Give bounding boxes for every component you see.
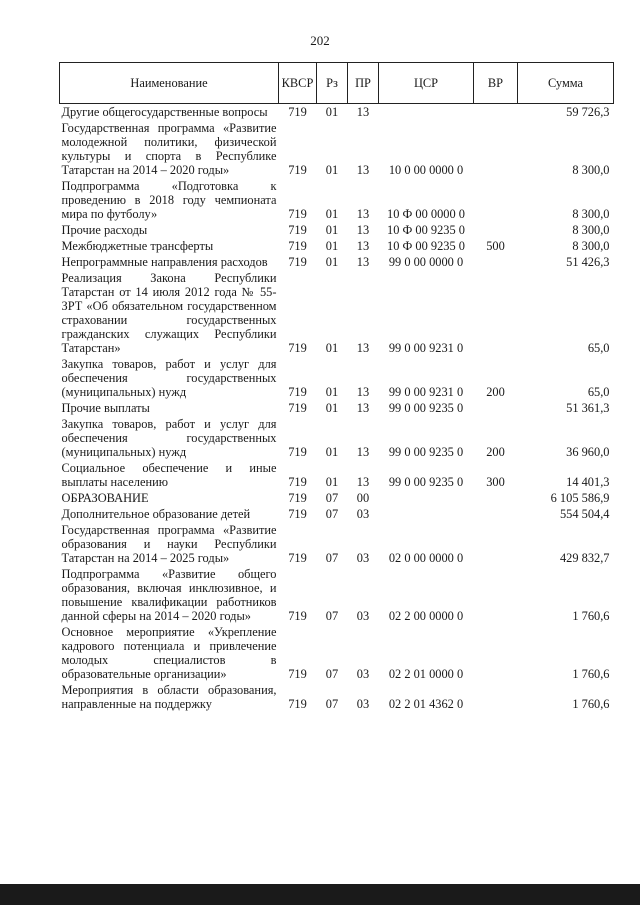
row-vr: 500 bbox=[486, 239, 505, 253]
row-rz: 01 bbox=[325, 475, 339, 489]
row-vr bbox=[474, 400, 518, 416]
row-name: ОБРАЗОВАНИЕ bbox=[61, 491, 149, 505]
row-csr: 99 0 00 9231 0 bbox=[388, 385, 464, 399]
row-name: Другие общегосударственные вопросы bbox=[61, 105, 268, 119]
table-row bbox=[60, 178, 614, 222]
row-vr bbox=[474, 522, 518, 566]
row-kvsr: 719 bbox=[288, 697, 307, 711]
row-pr: 13 bbox=[356, 475, 370, 489]
row-kvsr: 719 bbox=[288, 105, 307, 119]
row-sum: 6 105 586,9 bbox=[550, 491, 610, 505]
row-rz: 01 bbox=[325, 207, 339, 221]
row-rz: 07 bbox=[325, 551, 339, 565]
row-csr: 99 0 00 9231 0 bbox=[388, 341, 464, 355]
budget-table bbox=[59, 62, 614, 712]
table-row bbox=[60, 682, 614, 712]
row-kvsr: 719 bbox=[288, 255, 307, 269]
row-kvsr: 719 bbox=[288, 163, 307, 177]
row-name: Социальное обеспечение и иные выплаты населению bbox=[61, 461, 277, 489]
row-csr: 02 2 01 4362 0 bbox=[388, 697, 464, 711]
row-sum: 1 760,6 bbox=[572, 667, 610, 681]
table-row bbox=[60, 104, 614, 121]
row-pr: 13 bbox=[356, 105, 370, 119]
row-name: Мероприятия в области образования, направленные на поддержку bbox=[61, 683, 277, 711]
table-row bbox=[60, 566, 614, 624]
row-name: Основное мероприятие «Укрепление кадрового потенциала и привлечение молодых специалистов в образовательные организации» bbox=[61, 625, 277, 681]
row-sum: 65,0 bbox=[587, 385, 610, 399]
row-csr: 02 2 01 0000 0 bbox=[388, 667, 464, 681]
row-csr: 10 Ф 00 9235 0 bbox=[387, 239, 465, 253]
table-row bbox=[60, 356, 614, 400]
row-kvsr: 719 bbox=[288, 223, 307, 237]
row-pr: 13 bbox=[356, 255, 370, 269]
row-name: Межбюджетные трансферты bbox=[61, 239, 214, 253]
row-kvsr: 719 bbox=[288, 507, 307, 521]
row-vr: 200 bbox=[486, 385, 505, 399]
row-name: Непрограммные направления расходов bbox=[61, 255, 268, 269]
table-row bbox=[60, 270, 614, 356]
row-sum: 8 300,0 bbox=[572, 207, 610, 221]
row-name: Дополнительное образование детей bbox=[61, 507, 251, 521]
row-sum: 429 832,7 bbox=[559, 551, 610, 565]
row-name: Подпрограмма «Развитие общего образования, включая инклюзивное, и повышение квалификации работников данной сферы на 2014 – 2020 годы» bbox=[61, 567, 277, 623]
row-pr: 13 bbox=[356, 223, 370, 237]
row-pr: 03 bbox=[356, 507, 370, 521]
row-sum: 65,0 bbox=[587, 341, 610, 355]
row-rz: 01 bbox=[325, 401, 339, 415]
row-kvsr: 719 bbox=[288, 551, 307, 565]
row-rz: 07 bbox=[325, 667, 339, 681]
row-sum: 8 300,0 bbox=[572, 163, 610, 177]
row-pr: 03 bbox=[356, 667, 370, 681]
scan-bottom-border bbox=[0, 884, 640, 905]
row-rz: 01 bbox=[325, 239, 339, 253]
row-csr bbox=[379, 490, 474, 506]
row-kvsr: 719 bbox=[288, 385, 307, 399]
row-rz: 07 bbox=[325, 697, 339, 711]
row-sum: 8 300,0 bbox=[572, 239, 610, 253]
row-csr bbox=[379, 506, 474, 522]
table-row bbox=[60, 522, 614, 566]
page-number: 202 bbox=[310, 33, 330, 48]
table-row bbox=[60, 238, 614, 254]
row-csr: 99 0 00 9235 0 bbox=[388, 475, 464, 489]
row-kvsr: 719 bbox=[288, 609, 307, 623]
row-pr: 13 bbox=[356, 401, 370, 415]
row-pr: 03 bbox=[356, 609, 370, 623]
row-vr: 200 bbox=[486, 445, 505, 459]
row-rz: 01 bbox=[325, 255, 339, 269]
row-pr: 13 bbox=[356, 341, 370, 355]
row-csr: 99 0 00 9235 0 bbox=[388, 401, 464, 415]
row-csr: 02 0 00 0000 0 bbox=[388, 551, 464, 565]
row-name: Закупка товаров, работ и услуг для обеспечения государственных (муниципальных) нужд bbox=[61, 417, 277, 459]
row-vr bbox=[474, 624, 518, 682]
row-pr: 13 bbox=[356, 445, 370, 459]
row-sum: 1 760,6 bbox=[572, 609, 610, 623]
row-name: Подпрограмма «Подготовка к проведению в 2018 году чемпионата мира по футболу» bbox=[61, 179, 277, 221]
row-rz: 07 bbox=[325, 491, 339, 505]
table-row bbox=[60, 460, 614, 490]
row-name: Реализация Закона Республики Татарстан от 14 июля 2012 года № 55-ЗРТ «Об обязательном государственном страховании государственных гражданских служащих Республики Татарстан» bbox=[61, 271, 277, 355]
row-pr: 00 bbox=[356, 491, 370, 505]
row-pr: 13 bbox=[356, 239, 370, 253]
row-vr bbox=[474, 120, 518, 178]
col-header-name: Наименование bbox=[60, 63, 279, 104]
row-csr bbox=[379, 104, 474, 121]
row-kvsr: 719 bbox=[288, 401, 307, 415]
row-sum: 1 760,6 bbox=[572, 697, 610, 711]
col-header-sum: Сумма bbox=[518, 63, 614, 104]
row-vr bbox=[474, 682, 518, 712]
row-sum: 59 726,3 bbox=[566, 105, 610, 119]
row-vr: 300 bbox=[486, 475, 505, 489]
row-sum: 36 960,0 bbox=[566, 445, 610, 459]
row-vr bbox=[474, 490, 518, 506]
row-rz: 01 bbox=[325, 223, 339, 237]
row-rz: 01 bbox=[325, 105, 339, 119]
row-csr: 10 0 00 0000 0 bbox=[388, 163, 464, 177]
table-row bbox=[60, 120, 614, 178]
row-pr: 13 bbox=[356, 385, 370, 399]
row-kvsr: 719 bbox=[288, 445, 307, 459]
row-csr: 99 0 00 9235 0 bbox=[388, 445, 464, 459]
col-header-kvsr: КВСР bbox=[279, 63, 317, 104]
row-vr bbox=[474, 104, 518, 121]
table-row bbox=[60, 490, 614, 506]
col-header-rz: Рз bbox=[317, 63, 348, 104]
table-header-row bbox=[60, 63, 614, 104]
row-name: Закупка товаров, работ и услуг для обеспечения государственных (муниципальных) нужд bbox=[61, 357, 277, 399]
row-pr: 03 bbox=[356, 551, 370, 565]
row-csr: 99 0 00 0000 0 bbox=[388, 255, 464, 269]
table-row bbox=[60, 254, 614, 270]
row-name: Государственная программа «Развитие образования и науки Республики Татарстан на 2014 – 2025 годы» bbox=[61, 523, 277, 565]
row-kvsr: 719 bbox=[288, 491, 307, 505]
row-rz: 01 bbox=[325, 341, 339, 355]
row-rz: 01 bbox=[325, 445, 339, 459]
row-rz: 07 bbox=[325, 609, 339, 623]
table-row bbox=[60, 624, 614, 682]
row-sum: 14 401,3 bbox=[566, 475, 610, 489]
row-sum: 51 426,3 bbox=[566, 255, 610, 269]
row-name: Прочие выплаты bbox=[61, 401, 150, 415]
row-kvsr: 719 bbox=[288, 667, 307, 681]
table-row bbox=[60, 506, 614, 522]
row-csr: 10 Ф 00 9235 0 bbox=[387, 223, 465, 237]
row-kvsr: 719 bbox=[288, 341, 307, 355]
row-sum: 8 300,0 bbox=[572, 223, 610, 237]
row-name: Прочие расходы bbox=[61, 223, 148, 237]
row-vr bbox=[474, 506, 518, 522]
row-rz: 01 bbox=[325, 163, 339, 177]
row-vr bbox=[474, 254, 518, 270]
row-vr bbox=[474, 566, 518, 624]
row-name: Государственная программа «Развитие молодежной политики, физической культуры и спорта в Республике Татарстан на 2014 – 2020 годы» bbox=[61, 121, 277, 177]
table-row bbox=[60, 400, 614, 416]
col-header-pr: ПР bbox=[348, 63, 379, 104]
row-vr bbox=[474, 222, 518, 238]
row-pr: 13 bbox=[356, 163, 370, 177]
col-header-vr: ВР bbox=[474, 63, 518, 104]
row-csr: 02 2 00 0000 0 bbox=[388, 609, 464, 623]
row-kvsr: 719 bbox=[288, 475, 307, 489]
row-kvsr: 719 bbox=[288, 239, 307, 253]
row-rz: 01 bbox=[325, 385, 339, 399]
row-sum: 51 361,3 bbox=[566, 401, 610, 415]
row-vr bbox=[474, 270, 518, 356]
table-body bbox=[60, 104, 614, 713]
table-row bbox=[60, 222, 614, 238]
row-sum: 554 504,4 bbox=[559, 507, 610, 521]
row-pr: 03 bbox=[356, 697, 370, 711]
row-kvsr: 719 bbox=[288, 207, 307, 221]
col-header-csr: ЦСР bbox=[379, 63, 474, 104]
row-pr: 13 bbox=[356, 207, 370, 221]
row-rz: 07 bbox=[325, 507, 339, 521]
row-csr: 10 Ф 00 0000 0 bbox=[387, 207, 465, 221]
table-row bbox=[60, 416, 614, 460]
row-vr bbox=[474, 178, 518, 222]
